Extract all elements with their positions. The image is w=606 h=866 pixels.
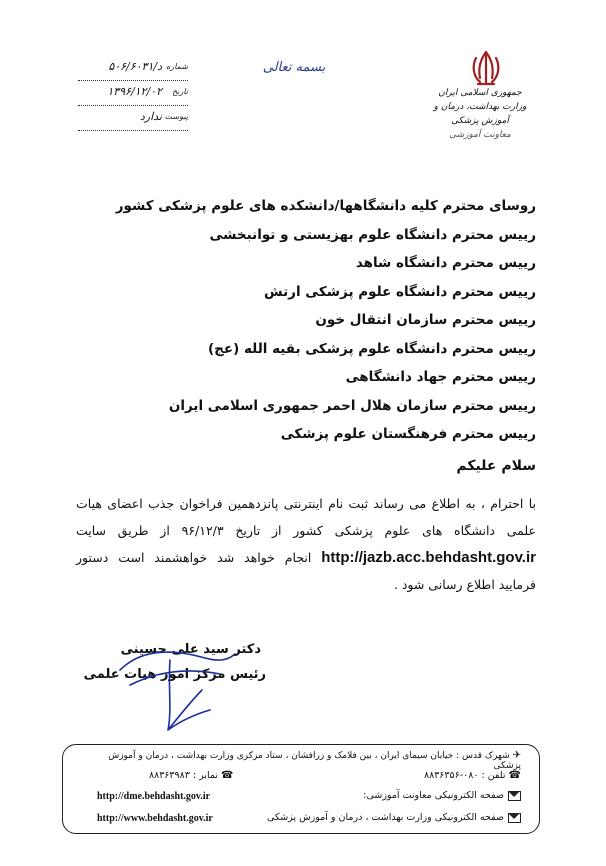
envelope-icon [508, 813, 521, 823]
republic-name: جمهوری اسلامی ایران [438, 88, 522, 98]
fax-value: ۸۸۳۶۳۹۸۳ [149, 770, 190, 781]
phone-icon: ☎ [508, 770, 521, 781]
body-text-after-url: انجام خواهد شد خواهشمند است دستور فرمایید اطلاع رسانی شود . [76, 550, 536, 592]
letter-number-value: د/۵۰۶/۶۰۳۱ [108, 60, 162, 73]
bismillah-heading: بسمه تعالی [262, 60, 326, 75]
ministry-name: وزارت بهداشت، درمان و آموزش پزشکی [433, 102, 527, 126]
recipient-line: رییس محترم سازمان انتقال خون [315, 312, 536, 328]
recipient-line: روسای محترم کلیه دانشگاهها/دانشکده های علوم پزشکی کشور [115, 198, 536, 214]
letter-number-label: شماره [166, 62, 188, 71]
letter-body [76, 490, 536, 598]
body-text-before-url: با احترام ، به اطلاع می رساند ثبت نام اینترنتی پانزدهمین فراخوان جذب اعضای هیات علمی دانشگاه های علوم پزشکی کشور از تاریخ ۹۶/۱۲/۳ از طریق سایت [76, 496, 536, 538]
salutation: سلام علیکم [456, 458, 536, 474]
footer-box [62, 744, 540, 834]
footer-address [81, 750, 521, 771]
signatory-title: رئیس مرکز امور هیات علمی [83, 667, 266, 682]
recipient-line: رییس محترم جهاد دانشگاهی [345, 369, 536, 385]
recipient-line: رییس محترم سازمان هلال احمر جمهوری اسلامی ایران [168, 397, 536, 414]
web2-label: صفحه الکترونیکی وزارت بهداشت ، درمان و آموزش پزشکی [267, 812, 504, 823]
phone-label: تلفن : [481, 770, 506, 781]
footer-fax [149, 770, 233, 781]
recipient-line: رییس محترم فرهنگستان علوم پزشکی [280, 426, 536, 442]
handwritten-signature-icon [110, 630, 240, 740]
footer-web1 [363, 790, 521, 801]
letter-date-value: ۱۳۹۶/۱۲/۰۲ [107, 85, 162, 98]
letter-attachment-label: پیوست [164, 112, 188, 121]
iran-emblem-icon [466, 48, 506, 90]
letter-number-row [78, 58, 188, 81]
location-icon: ✈ [512, 750, 521, 761]
fax-label: نمابر : [192, 770, 218, 781]
recipient-line: رییس محترم دانشگاه علوم پزشکی ارتش [264, 283, 536, 300]
recipient-line: رییس محترم دانشگاه علوم پزشکی بقیه الله (عج) [208, 340, 536, 357]
phone-value: ۰۸۰-۸۸۳۶۳۵۶ [423, 770, 479, 781]
letter-meta [78, 58, 188, 133]
ministry-block [420, 86, 540, 142]
letter-date-row [78, 83, 188, 106]
letter-date-label: تاریخ [172, 87, 188, 96]
signatory-name: دکتر سید علی حسینی [120, 642, 261, 657]
recipient-list [66, 192, 536, 449]
letter-attachment-value: ندارد [139, 110, 162, 123]
footer-address-text: شهرک قدس : خیابان سیمای ایران ، بین فلامک و زرافشان ، ستاد مرکزی وزارت بهداشت ، درمان و آموزش پزشکی [108, 751, 521, 771]
department-name: معاونت آموزشی [449, 130, 511, 140]
footer-phone [424, 770, 521, 781]
recipient-line: رییس محترم دانشگاه علوم بهزیستی و توانبخشی [209, 226, 536, 243]
recipient-line: رییس محترم دانشگاه شاهد [355, 255, 536, 271]
web2-url[interactable]: http://www.behdasht.gov.ir [97, 813, 213, 824]
envelope-icon [508, 791, 521, 801]
fax-icon: ☎ [221, 770, 234, 781]
footer-web2 [267, 812, 521, 823]
web1-url[interactable]: http://dme.behdasht.gov.ir [97, 791, 211, 802]
registration-url[interactable]: http://jazb.acc.behdasht.gov.ir [321, 549, 536, 566]
web1-label: صفحه الکترونیکی معاونت آموزشی: [363, 790, 504, 801]
letter-attachment-row [78, 108, 188, 131]
